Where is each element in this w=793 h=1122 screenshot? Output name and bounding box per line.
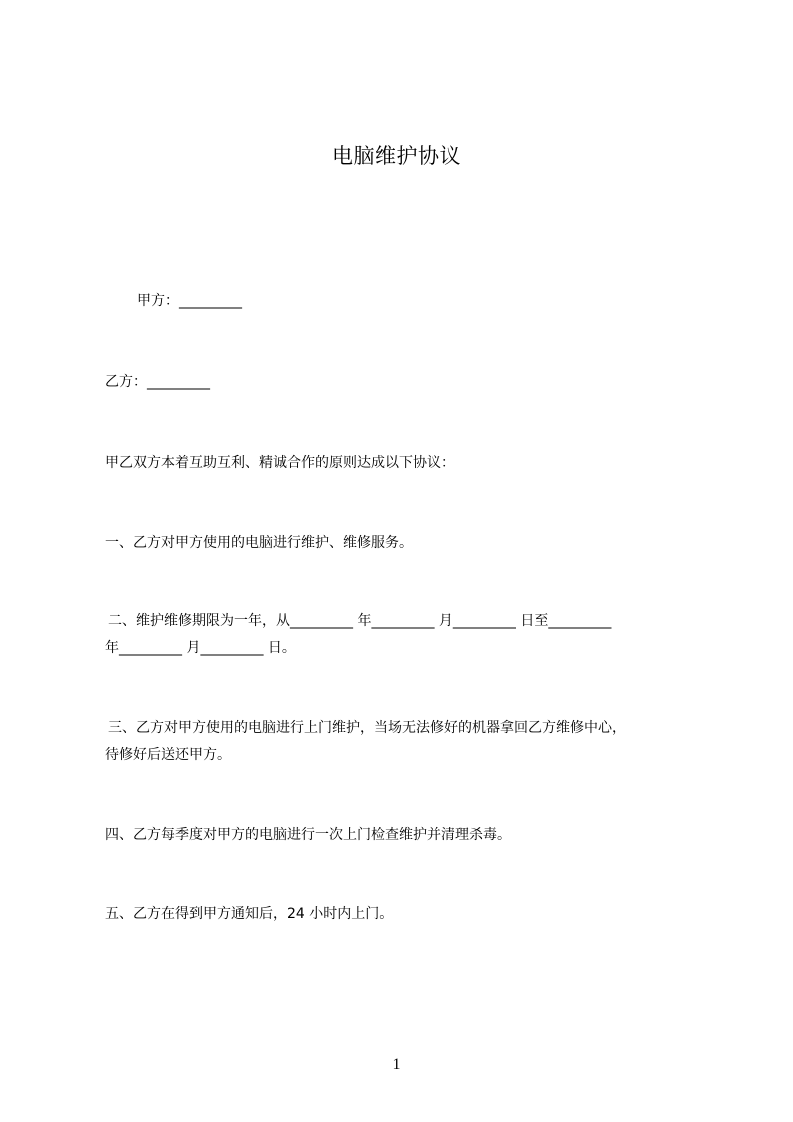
clause-2-line-1: 二、维护维修期限为一年，从_________ 年_________ 月_________ 日至_________ [108, 613, 612, 629]
clause-3-line-1: 三、乙方对甲方使用的电脑进行上门维护，当场无法修好的机器拿回乙方维修中心， [108, 720, 626, 736]
party-a-line: 甲方：_________ [137, 293, 242, 309]
clause-3-line-2: 待修好后送还甲方。 [105, 747, 231, 763]
party-b-line: 乙方：_________ [105, 374, 210, 390]
page-number: 1 [392, 1056, 401, 1073]
clause-5: 五、乙方在得到甲方通知后，24 小时内上门。 [105, 906, 394, 922]
document-title: 电脑维护协议 [332, 144, 461, 168]
clause-1: 一、乙方对甲方使用的电脑进行维护、维修服务。 [105, 535, 413, 551]
agreement-intro: 甲乙双方本着互助互利、精诚合作的原则达成以下协议： [105, 455, 455, 471]
clause-4: 四、乙方每季度对甲方的电脑进行一次上门检查维护并清理杀毒。 [105, 827, 511, 843]
clause-2-line-2: 年_________ 月_________ 日。 [105, 640, 296, 656]
